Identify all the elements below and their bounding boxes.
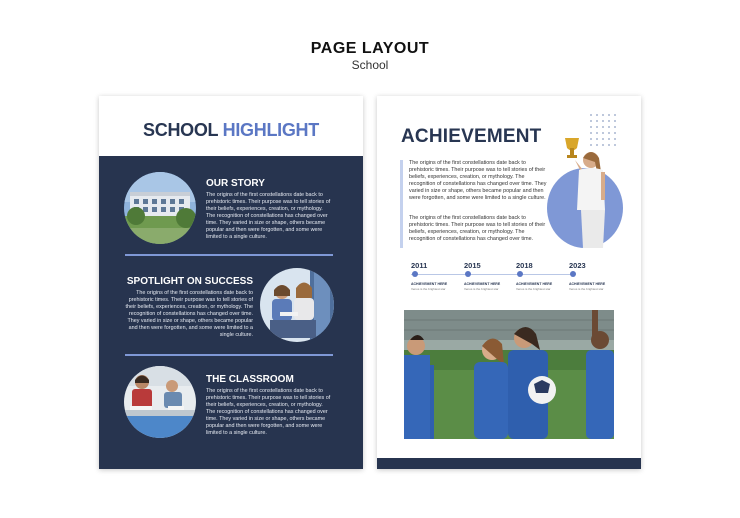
timeline-label: ACHIEVEMENT HERE (464, 282, 501, 286)
section-heading-spotlight: SPOTLIGHT ON SUCCESS (126, 276, 253, 287)
section-body-spotlight: The origins of the first constellations date back to prehistoric times. Their purpose was to tell stories of their beliefs, experiences, creation, or mythology. The recognition of constellations has changed over time. They varied in size or shape, others became popular and then were forgotten, and some were limited to a single culture. (125, 290, 253, 338)
timeline-line (411, 274, 575, 275)
page-layout-subtitle: School (351, 58, 389, 72)
timeline-label: ACHIEVEMENT HERE (516, 282, 553, 286)
students-studying-photo (260, 268, 334, 342)
section-divider (125, 354, 333, 356)
timeline-year: 2018 (516, 261, 533, 270)
school-building-photo (124, 172, 196, 244)
title-word-school: SCHOOL (143, 120, 218, 140)
achievement-paragraph-1: The origins of the first constellations date back to prehistoric times. Their purpose was to tell stories of their beliefs, experiences, creation, or mythology. The recognition of constellations has changed over time. They varied in size or shape, others became popular and then were forgotten, and some were limited to a single culture. (409, 160, 547, 201)
timeline-dot (517, 271, 523, 277)
achievement-title: ACHIEVEMENT (401, 126, 542, 147)
section-body-classroom: The origins of the first constellations date back to prehistoric times. Their purpose was to tell stories of their beliefs, experiences, creation, or mythology. The recognition of constellations has changed over time. They varied in size or shape, others became popular and then were forgotten, and some were limited to a single culture. (206, 388, 331, 436)
timeline-label: ACHIEVEMENT HERE (569, 282, 606, 286)
timeline-dot (412, 271, 418, 277)
timeline-label: ACHIEVEMENT HERE (411, 282, 448, 286)
accent-bar (400, 160, 403, 248)
timeline-sublabel: Venus is the brightest star (569, 287, 604, 291)
achievement-paragraph-2: The origins of the first constellations date back to prehistoric times. Their purpose was to tell stories of their beliefs, experiences, creation, or mythology. The recognition of constellations has changed over time. (409, 215, 546, 242)
timeline-sublabel: Venus is the brightest star (464, 287, 499, 291)
page-layout-title: PAGE LAYOUT (310, 40, 430, 57)
section-heading-our-story: OUR STORY (206, 178, 265, 189)
timeline-dot (570, 271, 576, 277)
timeline-sublabel: Venus is the brightest star (516, 287, 551, 291)
timeline-year: 2011 (411, 261, 428, 270)
left-page (99, 96, 363, 469)
dark-content-panel (99, 156, 363, 469)
timeline-sublabel: Venus is the brightest star (411, 287, 446, 291)
team-celebration-photo (404, 310, 614, 439)
section-divider (125, 254, 333, 256)
right-page (377, 96, 641, 469)
footer-band (377, 458, 641, 469)
school-highlight-title (99, 120, 363, 141)
trophy-player-photo (539, 130, 627, 250)
timeline-year: 2015 (464, 261, 481, 270)
timeline-dot (465, 271, 471, 277)
title-word-highlight: HIGHLIGHT (222, 120, 319, 140)
classroom-photo (124, 366, 196, 438)
timeline-year: 2023 (569, 261, 586, 270)
section-body-our-story: The origins of the first constellations date back to prehistoric times. Their purpose was to tell stories of their beliefs, experiences, creation, or mythology. The recognition of constellations has changed over time. They varied in size or shape, others became popular and then were forgotten, and some were limited to a single culture. (206, 192, 331, 240)
section-heading-classroom: THE CLASSROOM (206, 374, 294, 385)
